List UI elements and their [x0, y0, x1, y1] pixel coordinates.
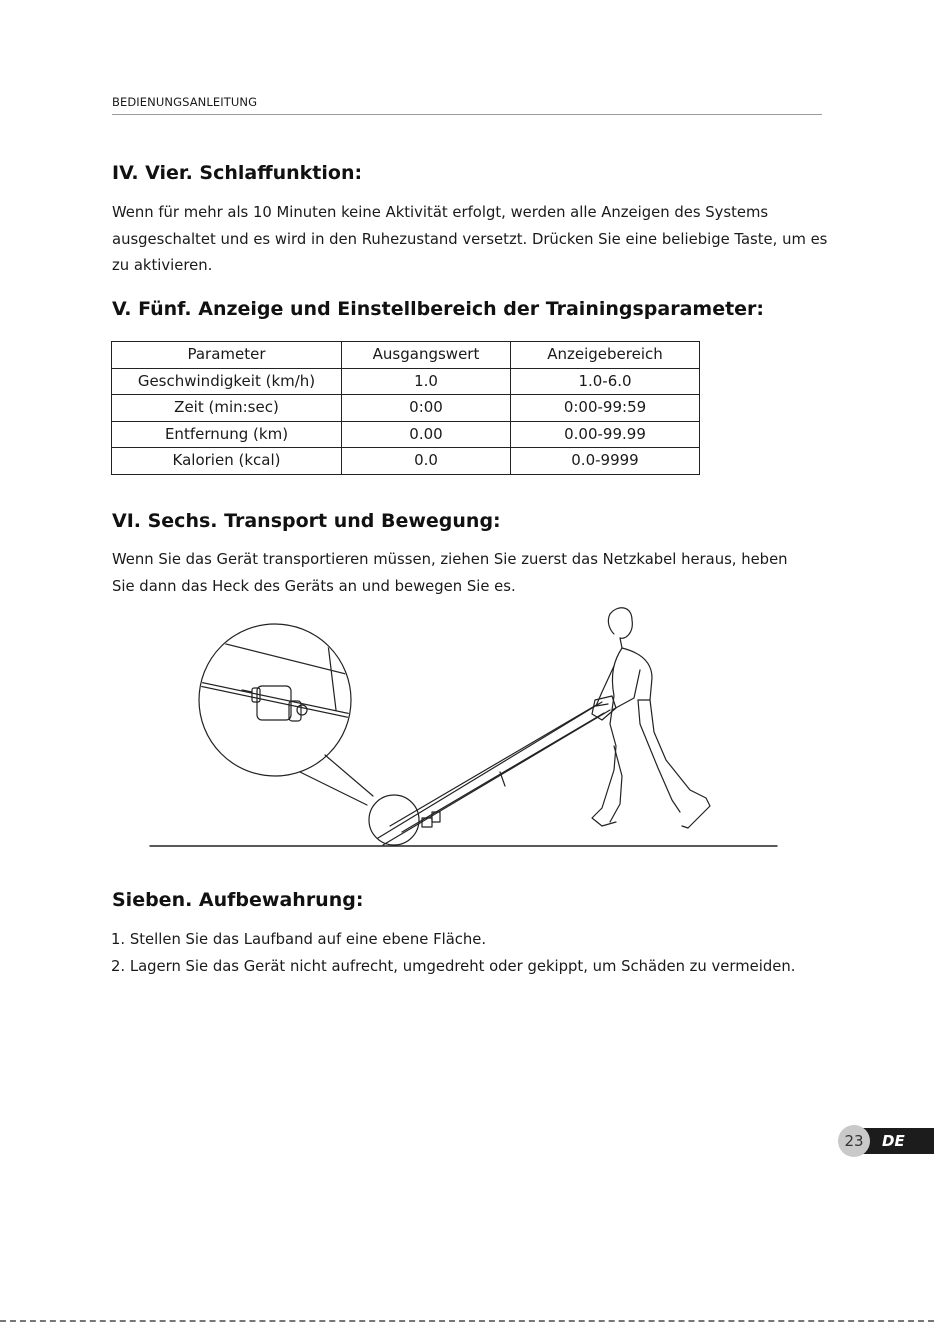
table-row: [112, 421, 700, 448]
table-cell: Zeit (min:sec): [112, 395, 342, 422]
transport-illustration: [140, 600, 790, 855]
table-row: [112, 448, 700, 475]
detail-origin-circle: [369, 795, 419, 845]
storage-steps: [111, 927, 795, 980]
list-item: 2. Lagern Sie das Gerät nicht aufrecht, umgedreht oder gekippt, um Schäden zu vermeiden.: [111, 957, 796, 975]
table-row: [112, 368, 700, 395]
page-header: BEDIENUNGSANLEITUNG: [112, 95, 822, 115]
table-cell: 0:00: [342, 395, 511, 422]
page-number: 23: [838, 1125, 870, 1157]
section-heading-parameters: V. Fünf. Anzeige und Einstellbereich der Trainingsparameter:: [112, 298, 765, 320]
sleep-description: Wenn für mehr als 10 Minuten keine Aktivität erfolgt, werden alle Anzeigen des Systems ausgeschaltet und es wird in den Ruhezustand versetzt. Drücken Sie eine beliebige Taste, um es zu aktivieren.: [112, 204, 828, 274]
list-item: 1. Stellen Sie das Laufband auf eine ebene Fläche.: [111, 931, 487, 948]
section-heading-storage: Sieben. Aufbewahrung:: [112, 889, 364, 911]
table-cell: 1.0: [342, 368, 511, 395]
table-cell: 0.0-9999: [511, 448, 700, 475]
table-row: [112, 395, 700, 422]
detail-zoom-circle: [199, 624, 351, 776]
table-header-row: [112, 342, 700, 369]
table-cell: 1.0-6.0: [511, 368, 700, 395]
table-header-cell: Anzeigebereich: [511, 342, 700, 369]
page-badge: [838, 1125, 934, 1157]
language-tab: DE: [854, 1128, 934, 1154]
section-heading-sleep: IV. Vier. Schlaffunktion:: [112, 162, 363, 184]
table-cell: 0.00-99.99: [511, 421, 700, 448]
table-cell: 0:00-99:59: [511, 395, 700, 422]
transport-description: Wenn Sie das Gerät transportieren müssen, ziehen Sie zuerst das Netzkabel heraus, heben Sie dann das Heck des Geräts an und bewegen Sie es.: [112, 551, 788, 595]
table-header-cell: Ausgangswert: [342, 342, 511, 369]
table-cell: 0.00: [342, 421, 511, 448]
table-cell: Entfernung (km): [112, 421, 342, 448]
table-cell: 0.0: [342, 448, 511, 475]
person-figure: [592, 608, 710, 828]
bottom-edge-divider: [0, 1320, 934, 1322]
parameter-table: [111, 341, 700, 475]
table-header-cell: Parameter: [112, 342, 342, 369]
table-cell: Geschwindigkeit (km/h): [112, 368, 342, 395]
section-heading-transport: VI. Sechs. Transport und Bewegung:: [112, 510, 501, 532]
table-cell: Kalorien (kcal): [112, 448, 342, 475]
treadmill: [378, 696, 616, 845]
